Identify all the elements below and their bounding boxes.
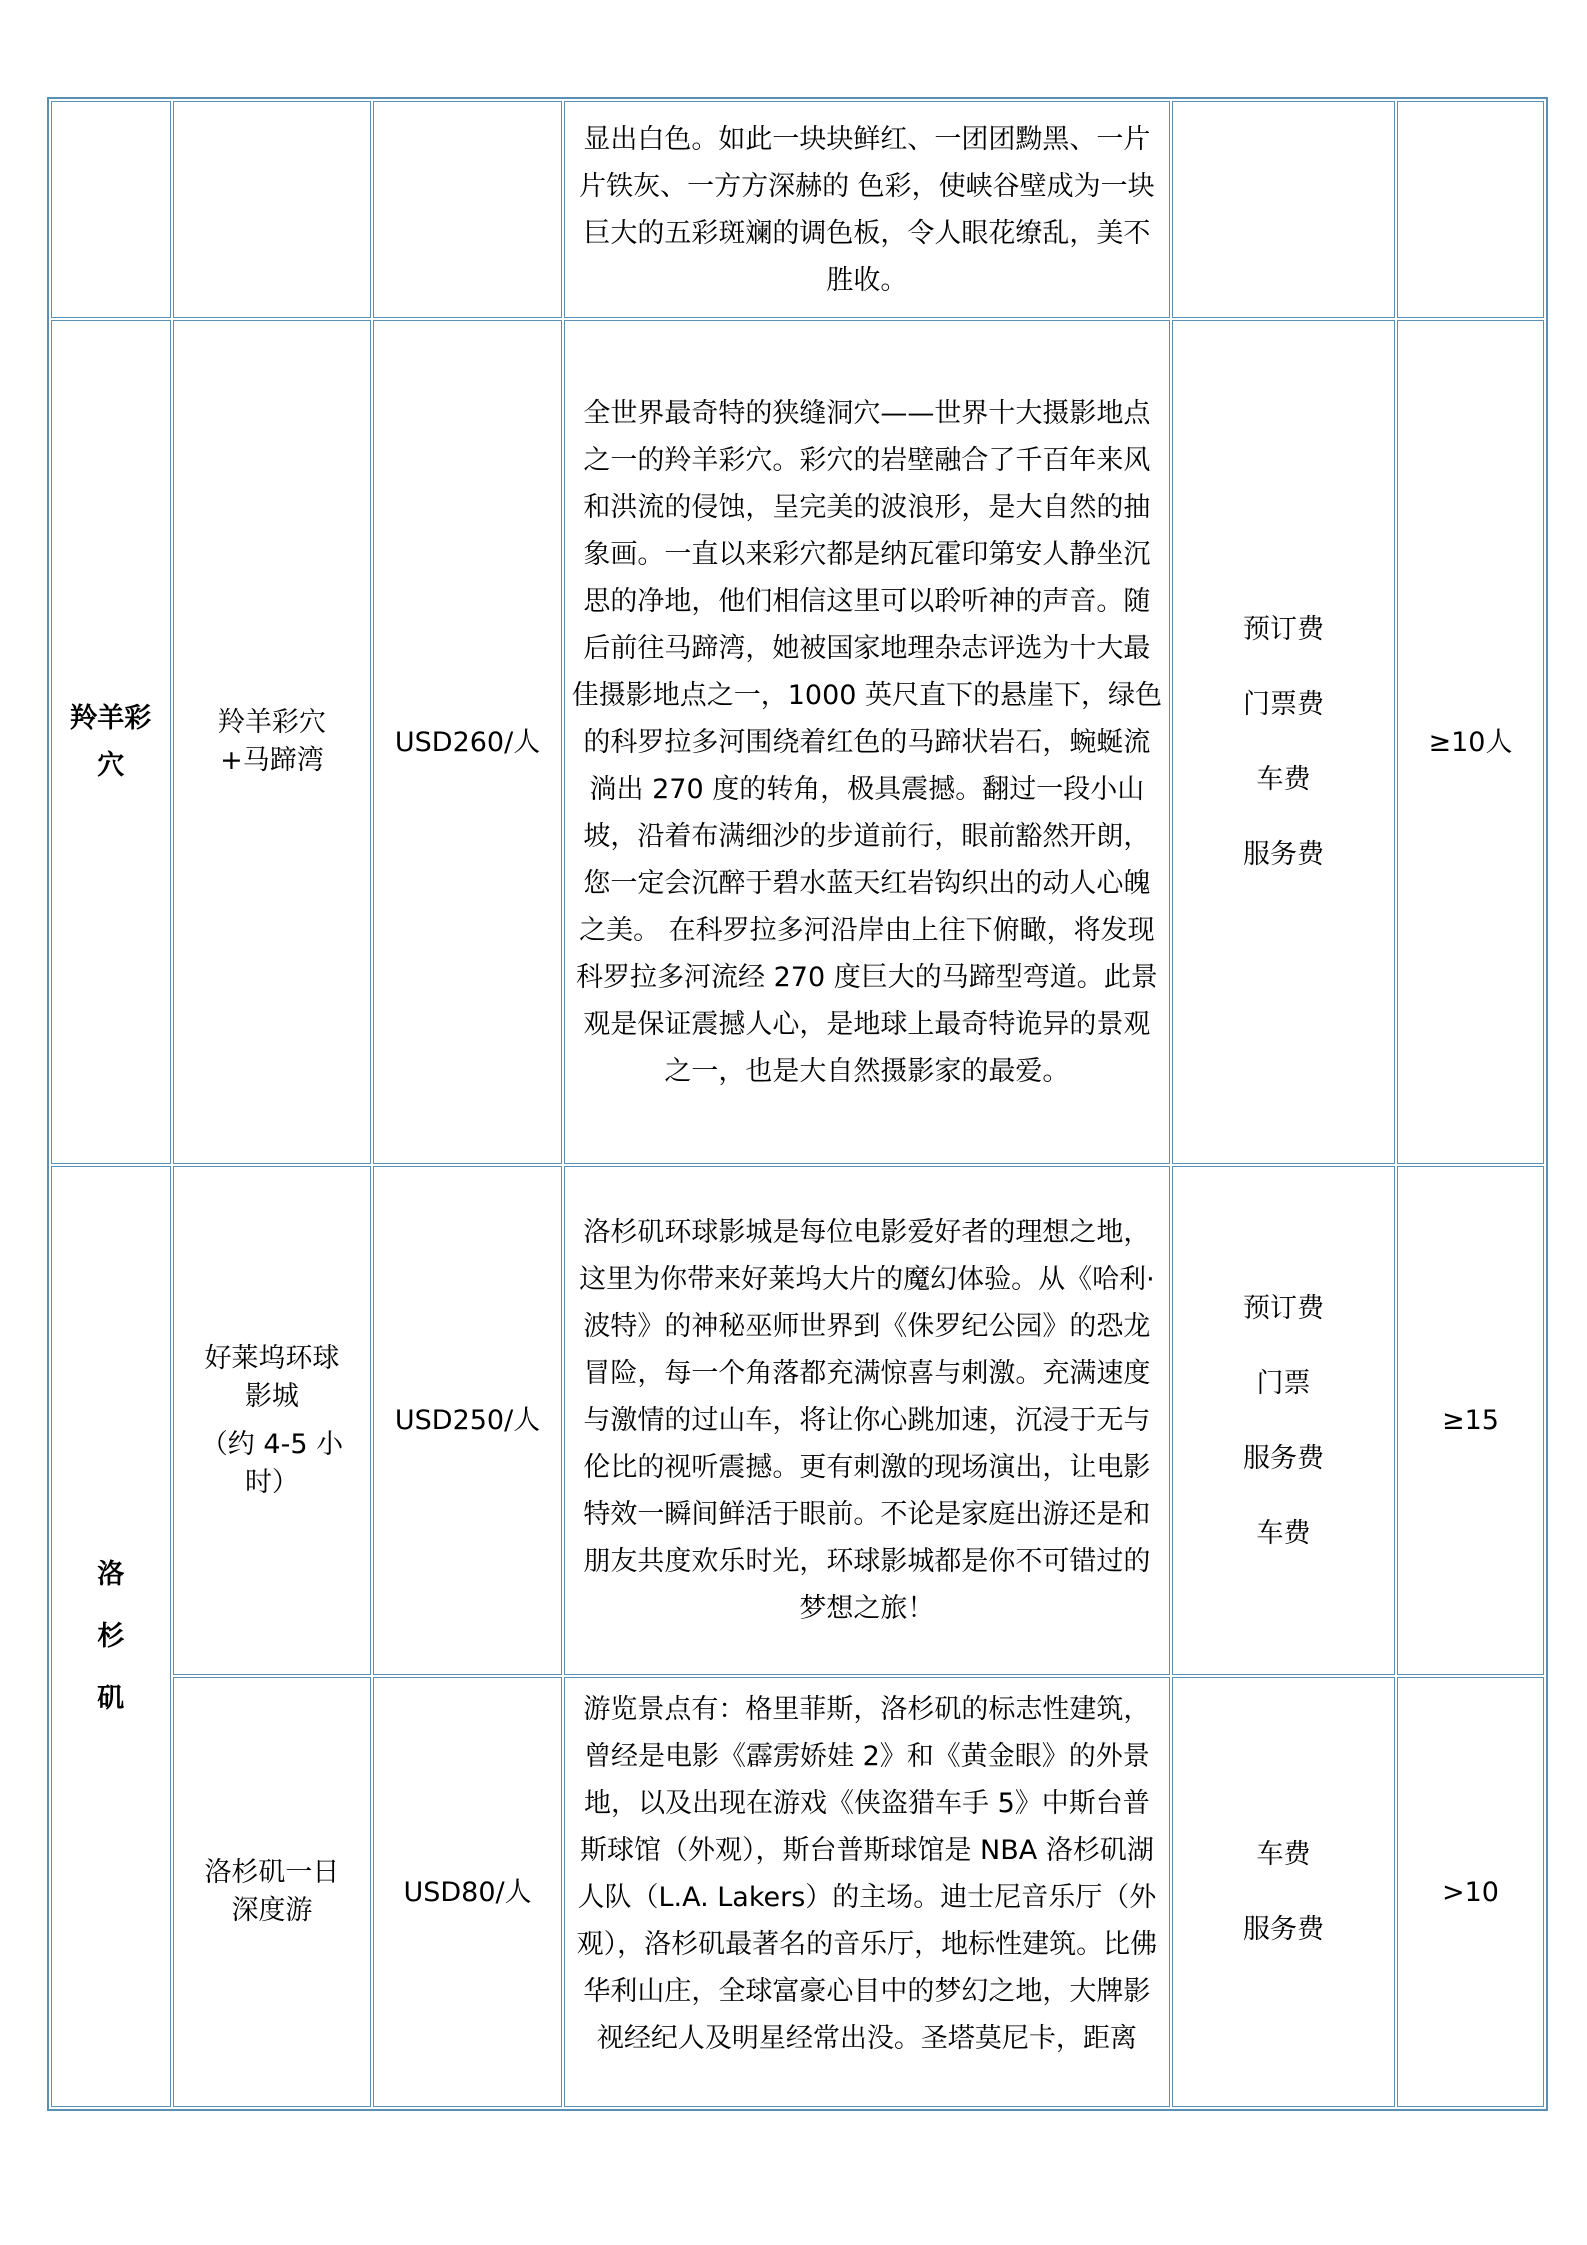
fee-item: 门票 bbox=[1256, 1367, 1311, 1399]
fee-item: 预订费 bbox=[1242, 614, 1324, 645]
table-row bbox=[51, 320, 1544, 1164]
route-cell: 羚羊彩穴+马蹄湾 bbox=[173, 320, 372, 1164]
price-cell: USD250/人 bbox=[373, 1166, 562, 1675]
tour-table bbox=[47, 97, 1548, 2111]
fees-cell bbox=[1172, 320, 1395, 1164]
description-cell: 游览景点有：格里菲斯，洛杉矶的标志性建筑，曾经是电影《霹雳娇娃 2》和《黄金眼》的外景地，以及出现在游戏《侠盗猎车手 5》中斯台普斯球馆（外观），斯台普斯球馆是 NBA 洛杉矶湖人队（L.A. Lakers）的主场。迪士尼音乐厅（外观），洛杉矶最著名的音乐厅，地标性建筑。比佛华利山庄，全球富豪心目中的梦幻之地，大牌影视经纪人及明星经常出没。圣塔莫尼卡，距离 bbox=[564, 1677, 1170, 2107]
table-row bbox=[51, 1166, 1544, 1675]
fee-item: 车费 bbox=[1256, 1839, 1311, 1870]
group-size-cell bbox=[1397, 101, 1544, 318]
description-cell: 全世界最奇特的狭缝洞穴——世界十大摄影地点之一的羚羊彩穴。彩穴的岩壁融合了千百年来风和洪流的侵蚀，呈完美的波浪形，是大自然的抽象画。一直以来彩穴都是纳瓦霍印第安人静坐沉思的净地，他们相信这里可以聆听神的声音。随后前往马蹄湾，她被国家地理杂志评选为十大最佳摄影地点之一，1000 英尺直下的悬崖下，绿色的科罗拉多河围绕着红色的马蹄状岩石，蜿蜒流淌出 270 度的转角，极具震撼。翻过一段小山坡，沿着布满细沙的步道前行，眼前豁然开朗，您一定会沉醉于碧水蓝天红岩钩织出的动人心魄之美。 在科罗拉多河沿岸由上往下俯瞰，将发现科罗拉多河流经 270 度巨大的马蹄型弯道。此景观是保证震撼人心，是地球上最奇特诡异的景观之一，也是大自然摄影家的最爱。 bbox=[564, 320, 1170, 1164]
route-cell bbox=[173, 101, 372, 318]
fee-item: 服务费 bbox=[1242, 1914, 1324, 1945]
fees-cell bbox=[1172, 101, 1395, 318]
fee-item: 预订费 bbox=[1242, 1292, 1324, 1324]
fee-item: 服务费 bbox=[1242, 1442, 1324, 1474]
group-size-cell: ≥15 bbox=[1397, 1166, 1544, 1675]
region-cell bbox=[51, 101, 171, 318]
fees-cell bbox=[1172, 1166, 1395, 1675]
route-cell: 洛杉矶一日深度游 bbox=[173, 1677, 372, 2107]
route-note: （约 4-5 小时） bbox=[200, 1428, 344, 1498]
table-row bbox=[51, 1677, 1544, 2107]
price-cell: USD260/人 bbox=[373, 320, 562, 1164]
region-char: 矶 bbox=[97, 1682, 125, 1714]
route-cell bbox=[173, 1166, 372, 1675]
region-cell bbox=[51, 1166, 171, 2107]
region-char: 洛 bbox=[97, 1558, 125, 1590]
description-cell: 洛杉矶环球影城是每位电影爱好者的理想之地，这里为你带来好莱坞大片的魔幻体验。从《哈利·波特》的神秘巫师世界到《侏罗纪公园》的恐龙冒险，每一个角落都充满惊喜与刺激。充满速度与激情的过山车，将让你心跳加速，沉浸于无与伦比的视听震撼。更有刺激的现场演出，让电影特效一瞬间鲜活于眼前。不论是家庭出游还是和朋友共度欢乐时光，环球影城都是你不可错过的梦想之旅！ bbox=[564, 1166, 1170, 1675]
price-cell bbox=[373, 101, 562, 318]
group-size-cell: >10 bbox=[1397, 1677, 1544, 2107]
group-size-cell: ≥10人 bbox=[1397, 320, 1544, 1164]
description-cell: 显出白色。如此一块块鲜红、一团团黝黑、一片片铁灰、一方方深赫的 色彩，使峡谷壁成为一块巨大的五彩斑斓的调色板，令人眼花缭乱，美不胜收。 bbox=[564, 101, 1170, 318]
region-cell: 羚羊彩穴 bbox=[51, 320, 171, 1164]
route-title: 好莱坞环球影城 bbox=[204, 1342, 340, 1412]
price-cell: USD80/人 bbox=[373, 1677, 562, 2107]
fee-item: 门票费 bbox=[1242, 689, 1324, 720]
fees-cell bbox=[1172, 1677, 1395, 2107]
fee-item: 服务费 bbox=[1242, 839, 1324, 870]
fee-item: 车费 bbox=[1256, 764, 1311, 795]
table-row bbox=[51, 101, 1544, 318]
region-char: 杉 bbox=[97, 1620, 125, 1652]
fee-item: 车费 bbox=[1256, 1517, 1311, 1549]
